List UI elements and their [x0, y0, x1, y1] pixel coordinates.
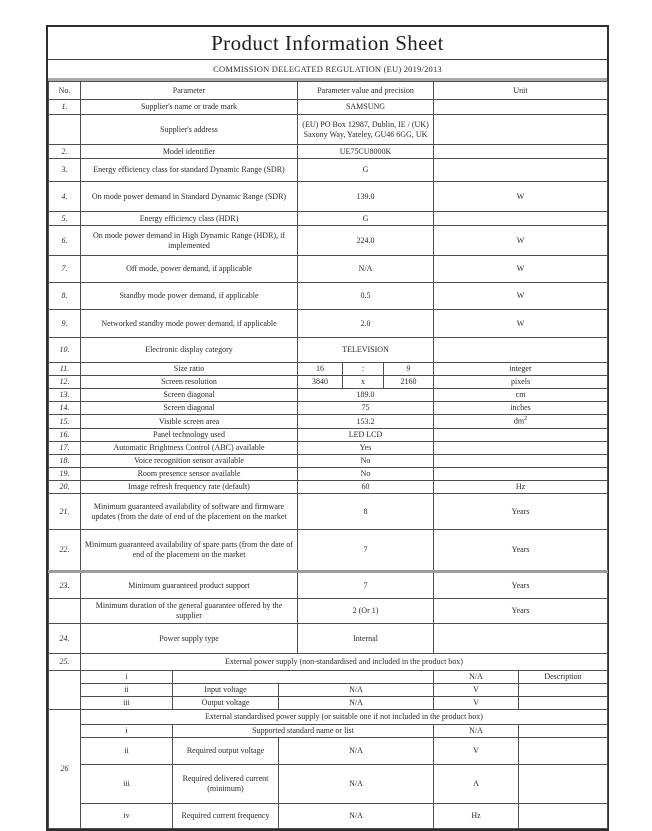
row-no-cell — [49, 599, 81, 624]
value-cell: Internal — [298, 624, 434, 654]
unit-cell — [434, 468, 608, 481]
parameter-cell: Input voltage — [173, 684, 279, 697]
unit-cell: V — [434, 684, 519, 697]
table-row — [49, 256, 608, 283]
row-no-cell: 25. — [49, 654, 81, 671]
table-row — [49, 100, 608, 115]
row-no-cell: 15. — [49, 415, 81, 429]
unit-cell — [434, 442, 608, 455]
unit-cell: Years — [434, 572, 608, 599]
parameter-cell: Size ratio — [81, 363, 298, 376]
page-title: Product Information Sheet — [48, 27, 607, 60]
value-cell: 224.0 — [298, 226, 434, 256]
parameter-cell: Model identifier — [81, 145, 298, 159]
row-no-cell — [49, 671, 81, 710]
row-no-cell: 13. — [49, 389, 81, 402]
unit-cell — [434, 159, 608, 182]
parameter-cell: Image refresh frequency rate (default) — [81, 481, 298, 494]
column-header-row — [49, 82, 608, 100]
unit-cell: N/A — [434, 725, 519, 738]
table-row — [49, 572, 608, 599]
value-cell: TELEVISION — [298, 338, 434, 363]
row-no-cell: 14. — [49, 402, 81, 415]
table-row — [49, 429, 608, 442]
parameter-cell: Output voltage — [173, 697, 279, 710]
unit-cell: Years — [434, 599, 608, 624]
unit-cell: integer — [434, 363, 608, 376]
row-no-cell: 12. — [49, 376, 81, 389]
value-cell: 189.0 — [298, 389, 434, 402]
column-header-no: No. — [49, 82, 81, 100]
table-row — [49, 494, 608, 530]
designator-cell: iii — [81, 765, 173, 804]
parameter-cell: On mode power demand in Standard Dynamic Range (SDR) — [81, 182, 298, 212]
unit-cell — [434, 100, 608, 115]
unit-cell: W — [434, 256, 608, 283]
table-row — [49, 442, 608, 455]
table-row — [49, 283, 608, 310]
value-cell: 0.5 — [298, 283, 434, 310]
table-row — [49, 697, 608, 710]
value-cell: G — [298, 212, 434, 226]
parameter-cell: Power supply type — [81, 624, 298, 654]
parameter-cell: Energy efficiency class for standard Dynamic Range (SDR) — [81, 159, 298, 182]
description-cell — [519, 804, 608, 829]
value-sub-cell: 2160 — [384, 376, 434, 389]
column-header-value: Parameter value and precision — [298, 82, 434, 100]
value-cell: No — [298, 468, 434, 481]
value-cell: N/A — [279, 697, 434, 710]
parameter-cell: Screen diagonal — [81, 389, 298, 402]
row-no-cell: 17. — [49, 442, 81, 455]
unit-cell: $dm^2$ — [434, 415, 608, 429]
designator-cell: i — [81, 671, 173, 684]
row-no-cell: 9. — [49, 310, 81, 338]
unit-cell — [434, 212, 608, 226]
table-row — [49, 738, 608, 765]
designator-cell: iv — [81, 804, 173, 829]
row-no-cell: 21. — [49, 494, 81, 530]
parameter-cell: Supplier's name or trade mark — [81, 100, 298, 115]
table-row — [49, 310, 608, 338]
value-cell: SAMSUNG — [298, 100, 434, 115]
parameter-cell: Required delivered current (minimum) — [173, 765, 279, 804]
value-cell: 8 — [298, 494, 434, 530]
table-row — [49, 804, 608, 829]
table-row — [49, 115, 608, 145]
table-row — [49, 481, 608, 494]
table-row — [49, 671, 608, 684]
unit-cell — [434, 624, 608, 654]
power-supply-table — [48, 653, 608, 829]
value-sub-cell: 16 — [298, 363, 343, 376]
column-header-parameter: Parameter — [81, 82, 298, 100]
row-no-cell: 18. — [49, 455, 81, 468]
value-cell: 75 — [298, 402, 434, 415]
description-cell — [519, 697, 608, 710]
table-row — [49, 376, 608, 389]
parameter-cell: Standby mode power demand, if applicable — [81, 283, 298, 310]
row-no-cell: 16. — [49, 429, 81, 442]
parameter-cell: Screen resolution — [81, 376, 298, 389]
table-row — [49, 599, 608, 624]
parameter-cell: Minimum guaranteed product support — [81, 572, 298, 599]
row-no-cell: 2. — [49, 145, 81, 159]
section-header-row — [49, 710, 608, 725]
parameter-cell: Panel technology used — [81, 429, 298, 442]
table-row — [49, 415, 608, 429]
unit-cell: W — [434, 283, 608, 310]
table-row — [49, 182, 608, 212]
table-row — [49, 530, 608, 572]
row-no-cell: 10. — [49, 338, 81, 363]
parameter-cell: Screen diagonal — [81, 402, 298, 415]
section-header-cell: External power supply (non-standardised and included in the product box) — [81, 654, 608, 671]
value-cell: N/A — [279, 765, 434, 804]
row-no-cell: 22. — [49, 530, 81, 572]
row-no-cell: 26 — [49, 710, 81, 829]
value-cell: 7 — [298, 530, 434, 572]
description-cell — [519, 765, 608, 804]
parameter-cell: On mode power demand in High Dynamic Range (HDR), if implemented — [81, 226, 298, 256]
value-sub-cell: x — [343, 376, 384, 389]
value-cell: 2.0 — [298, 310, 434, 338]
table-row — [49, 765, 608, 804]
unit-cell: V — [434, 738, 519, 765]
value-cell: N/A — [279, 684, 434, 697]
table-row — [49, 338, 608, 363]
table-row — [49, 226, 608, 256]
value-cell: 153.2 — [298, 415, 434, 429]
unit-cell: cm — [434, 389, 608, 402]
designator-cell: ii — [81, 738, 173, 765]
table-row — [49, 389, 608, 402]
row-no-cell: 3. — [49, 159, 81, 182]
parameter-cell: Supported standard name or list — [173, 725, 434, 738]
value-cell: No — [298, 455, 434, 468]
row-no-cell: 6. — [49, 226, 81, 256]
table-row — [49, 159, 608, 182]
unit-cell — [434, 145, 608, 159]
unit-cell — [434, 429, 608, 442]
table-row — [49, 684, 608, 697]
parameter-cell: Automatic Brightness Control (ABC) available — [81, 442, 298, 455]
value-cell: UE75CU8000K — [298, 145, 434, 159]
value-cell: 7 — [298, 572, 434, 599]
unit-cell — [434, 115, 608, 145]
parameter-cell: Networked standby mode power demand, if applicable — [81, 310, 298, 338]
unit-cell: Years — [434, 494, 608, 530]
row-no-cell: 11. — [49, 363, 81, 376]
parameter-cell: Required current frequency — [173, 804, 279, 829]
unit-cell: V — [434, 697, 519, 710]
parameter-cell: Minimum guaranteed availability of spare parts (from the date of end of the placement on the market — [81, 530, 298, 572]
designator-cell: ii — [81, 684, 173, 697]
unit-cell: W — [434, 310, 608, 338]
row-no-cell: 7. — [49, 256, 81, 283]
row-no-cell: 5. — [49, 212, 81, 226]
row-no-cell: 24. — [49, 624, 81, 654]
table-row — [49, 402, 608, 415]
value-cell: Yes — [298, 442, 434, 455]
value-sub-cell: 3840 — [298, 376, 343, 389]
unit-cell: A — [434, 765, 519, 804]
parameter-cell: Minimum guaranteed availability of software and firmware updates (from the date of end of the placement on the market — [81, 494, 298, 530]
table-row — [49, 455, 608, 468]
parameter-cell: Off mode, power demand, if applicable — [81, 256, 298, 283]
unit-cell — [434, 338, 608, 363]
unit-cell — [434, 455, 608, 468]
parameters-table — [48, 81, 608, 654]
row-no-cell: 4. — [49, 182, 81, 212]
value-cell: N/A — [298, 256, 434, 283]
table-row — [49, 145, 608, 159]
parameter-cell: Electronic display category — [81, 338, 298, 363]
table-row — [49, 725, 608, 738]
value-cell: N/A — [279, 804, 434, 829]
unit-cell: W — [434, 226, 608, 256]
designator-cell: iii — [81, 697, 173, 710]
row-no-cell: 23. — [49, 572, 81, 599]
row-no-cell: 8. — [49, 283, 81, 310]
value-cell: 60 — [298, 481, 434, 494]
value-cell: G — [298, 159, 434, 182]
parameter-cell: Visible screen area — [81, 415, 298, 429]
parameter-cell: Minimum duration of the general guarantee offered by the supplier — [81, 599, 298, 624]
parameter-cell: Energy efficiency class (HDR) — [81, 212, 298, 226]
value-cell: LED LCD — [298, 429, 434, 442]
table-row — [49, 363, 608, 376]
designator-cell: i — [81, 725, 173, 738]
value-cell: (EU) PO Box 12987, Dublin, IE / (UK) Saxony Way, Yateley, GU46 6GG, UK — [298, 115, 434, 145]
description-cell — [519, 725, 608, 738]
value-cell: N/A — [279, 738, 434, 765]
row-no-cell: 19. — [49, 468, 81, 481]
value-cell: 139.0 — [298, 182, 434, 212]
row-no-cell: 1. — [49, 100, 81, 115]
unit-cell: Hz — [434, 481, 608, 494]
product-information-sheet — [46, 25, 609, 831]
parameter-cell: Required output voltage — [173, 738, 279, 765]
unit-cell: Years — [434, 530, 608, 572]
unit-cell: inches — [434, 402, 608, 415]
unit-cell: Hz — [434, 804, 519, 829]
parameter-cell: Room presence sensor available — [81, 468, 298, 481]
unit-superscript: 2 — [524, 416, 528, 423]
unit-cell: W — [434, 182, 608, 212]
section-header-row — [49, 654, 608, 671]
description-cell: Description — [519, 671, 608, 684]
table-row — [49, 468, 608, 481]
regulation-subtitle: COMMISSION DELEGATED REGULATION (EU) 2019/2013 — [48, 60, 607, 81]
row-no-cell: 20. — [49, 481, 81, 494]
parameter-cell: Voice recognition sensor available — [81, 455, 298, 468]
value-sub-cell: 9 — [384, 363, 434, 376]
value-cell: 2 (Or 1) — [298, 599, 434, 624]
parameter-cell — [173, 671, 434, 684]
unit-cell: pixels — [434, 376, 608, 389]
column-header-unit: Unit — [434, 82, 608, 100]
unit-cell: N/A — [434, 671, 519, 684]
description-cell — [519, 738, 608, 765]
section-header-cell: External standardised power supply (or suitable one if not included in the product box) — [81, 710, 608, 725]
row-no-cell — [49, 115, 81, 145]
description-cell — [519, 684, 608, 697]
value-sub-cell: : — [343, 363, 384, 376]
table-row — [49, 212, 608, 226]
table-row — [49, 624, 608, 654]
parameter-cell: Supplier's address — [81, 115, 298, 145]
